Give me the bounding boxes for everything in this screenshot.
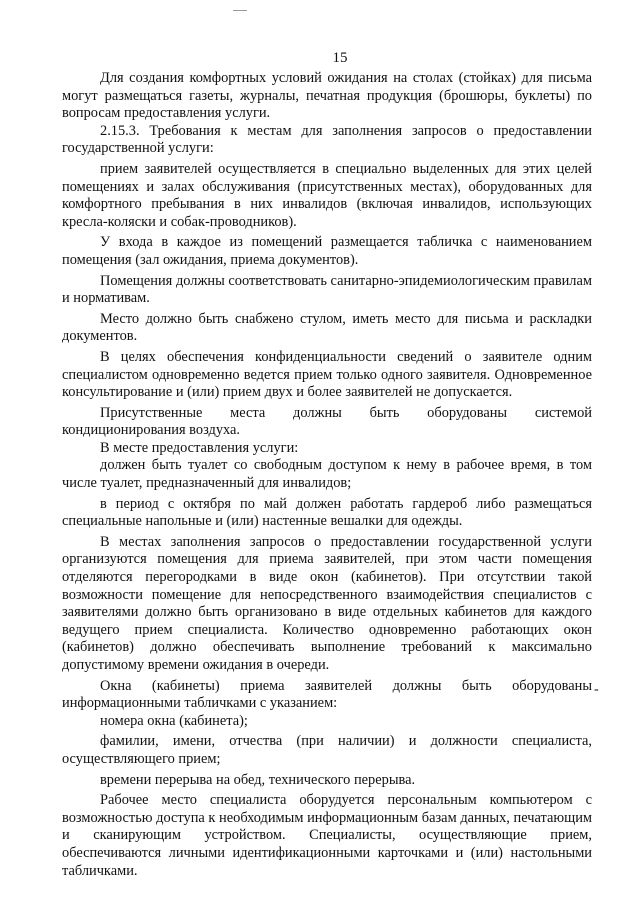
paragraph-13: Окна (кабинеты) приема заявителей должны быть оборудованы информационными табличками с указанием: xyxy=(62,677,592,712)
paragraph-2: 2.15.3. Требования к местам для заполнения запросов о предоставлении государственной услуги: xyxy=(62,122,592,157)
paragraph-10: должен быть туалет со свободным доступом к нему в рабочее время, в том числе туалет, предназначенный для инвалидов; xyxy=(62,457,592,492)
top-scan-mark xyxy=(233,10,247,11)
paragraph-15: фамилии, имени, отчества (при наличии) и должности специалиста, осуществляющего прием; xyxy=(62,733,592,767)
paragraph-9: В месте предоставления услуги: xyxy=(100,439,299,456)
paragraph-1: Для создания комфортных условий ожидания на столах (стойках) для письма могут размещаться газеты, журналы, печатная продукция (брошюры, буклеты) по вопросам предоставления услуги. xyxy=(62,70,592,122)
paragraph-3: прием заявителей осуществляется в специально выделенных для этих целей помещениях и залах обслуживания (присутственных местах), оборудованных для комфортного пребывания в них инвалидов (включая инвалидов, использующих кресла-коляски и собак-проводников). xyxy=(62,160,592,230)
paragraph-11: в период с октября по май должен работать гардероб либо размещаться специальные напольные и (или) настенные вешалки для одежды. xyxy=(62,495,592,530)
paragraph-8: Присутственные места должны быть оборудованы системой кондиционирования воздуха. xyxy=(62,404,592,439)
margin-mark: - xyxy=(594,682,599,697)
paragraph-17: Рабочее место специалиста оборудуется персональным компьютером с возможностью доступа к необходимым информационным базам данных, печатающим и сканирующим устройством. Специалисты, осуществляющие прием, обеспечиваются личными идентификационными карточками и (или) настольными табличками. xyxy=(62,792,592,879)
page-number: 15 xyxy=(332,50,348,66)
paragraph-5: Помещения должны соответствовать санитарно-эпидемиологическим правилам и нормативам. xyxy=(62,272,592,307)
paragraph-14: номера окна (кабинета); xyxy=(100,712,248,729)
paragraph-7: В целях обеспечения конфиденциальности сведений о заявителе одним специалистом одновременно ведется прием только одного заявителя. Одновременное консультирование и (или) прием двух и более заявителей не допускается. xyxy=(62,348,592,401)
paragraph-4: У входа в каждое из помещений размещается табличка с наименованием помещения (зал ожидания, приема документов). xyxy=(62,234,592,268)
paragraph-16: времени перерыва на обед, технического перерыва. xyxy=(100,771,416,788)
document-body xyxy=(62,70,592,880)
paragraph-6: Место должно быть снабжено стулом, иметь место для письма и раскладки документов. xyxy=(62,310,592,345)
paragraph-12: В местах заполнения запросов о предоставлении государственной услуги организуются помещения для приема заявителей, при этом части помещения отделяются перегородками в виде окон (кабинетов). При отсутствии такой возможности помещение для непосредственного взаимодействия специалистов с заявителями должно быть организовано в виде отдельных кабинетов для каждого ведущего прием специалиста. Количество одновременно работающих окон (кабинетов) должно обеспечивать выполнение требований к максимально допустимому времени ожидания в очереди. xyxy=(62,533,592,673)
